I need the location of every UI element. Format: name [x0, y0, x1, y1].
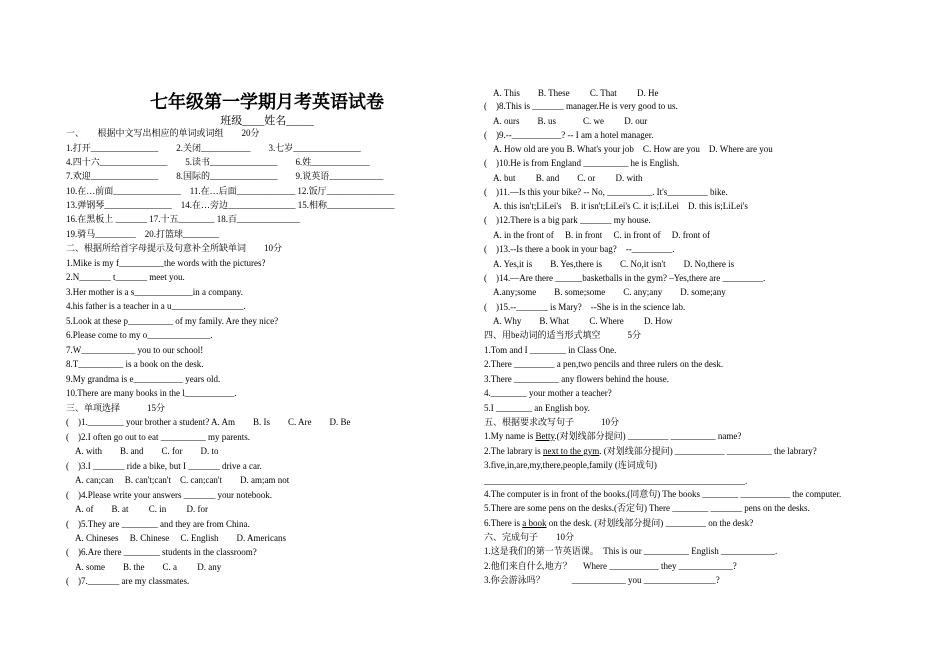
right-line-35: 3.你会游泳吗？ ____________ you ________________?	[484, 575, 720, 585]
right-line-12: ( )13.--Is there a book in your bag? --_________.	[484, 244, 675, 254]
left-line-4: 7.欢迎_______________ 8.国际的_______________ 9.说英语____________	[66, 171, 384, 181]
right-line-28: __________________________________________________________.	[484, 476, 748, 486]
right-line-8: ( )11.—Is this your bike? -- No, __________. It's_________ bike.	[484, 187, 728, 197]
left-line-10: 1.Mike is my f__________the words with the pictures?	[66, 258, 266, 268]
right-line-2: ( )8.This is _______ manager.He is very good to us.	[484, 101, 678, 111]
left-line-30: ( )6.Are there ________ students in the classroom?	[66, 547, 257, 557]
left-line-6: 13.弹钢琴_______________ 14.在…旁边_______________ 15.相称_______________	[66, 200, 395, 210]
right-line-26: 2.The labrary is next to the gym. (对划线部分提问) ___________ __________ the labrary?	[484, 446, 817, 456]
right-line-13: A. Yes,it is B. Yes,there is C. No,it isn't D. No,there is	[484, 259, 735, 269]
right-line-9: A. this isn't;LiLei's B. it isn't;LiLei's C. it is;LiLei D. this is;LiLei's	[484, 201, 748, 211]
right-line-31: 6.There is a book on the desk. (对划线部分提问) _________ on the desk?	[484, 518, 754, 528]
left-line-17: 8.T__________ is a book on the desk.	[66, 359, 204, 369]
right-line-5: A. How old are you B. What's your job C. How are you D. Where are you	[484, 144, 773, 154]
right-line-10: ( )12.There is a big park _______ my house.	[484, 215, 651, 225]
left-line-20: 三、单项选择 15分	[66, 403, 166, 413]
left-line-14: 5.Look at these p__________ of my family. Are they nice?	[66, 316, 279, 326]
right-line-19: 1.Tom and I ________ in Class One.	[484, 345, 617, 355]
right-line-24: 五、根据要求改写句子 10分	[484, 417, 620, 427]
right-line-1: A. This B. These C. That D. He	[484, 88, 659, 98]
left-line-24: ( )3.I _______ ride a bike, but I _______ drive a car.	[66, 461, 262, 471]
right-line-14: ( )14.—Are there ______basketballs in the gym? –Yes,there are _________.	[484, 273, 766, 283]
exam-title: 七年级第一学期月考英语试卷	[150, 92, 384, 113]
left-line-7: 16.在黑板上 _______ 17.十五________ 18.百______________	[66, 214, 301, 224]
right-line-4: ( )9.--___________? -- I am a hotel manager.	[484, 130, 654, 140]
left-line-13: 4.his father is a teacher in a u________________.	[66, 301, 246, 311]
right-line-16: ( )15.--_______ is Mary? --She is in the science lab.	[484, 302, 686, 312]
right-line-22: 4.________ your mother a teacher?	[484, 388, 612, 398]
left-line-32: ( )7._______ are my classmates.	[66, 576, 190, 586]
right-line-11: A. in the front of B. in front C. in front of D. front of	[484, 230, 710, 240]
right-line-6: ( )10.He is from England __________ he is English.	[484, 158, 680, 168]
right-line-25: 1.My name is Betty.(对划线部分提问) _________ __________ name?	[484, 431, 742, 441]
class-name-line: 班级____姓名_____	[220, 115, 314, 127]
right-line-34: 2.他们来自什么地方？ Where ___________ they ____________?	[484, 561, 737, 571]
right-line-20: 2.There _________ a pen,two pencils and three rulers on the desk.	[484, 359, 724, 369]
right-line-23: 5.I ________ an English boy.	[484, 403, 590, 413]
left-line-3: 4.四十六_______________ 5.读书_______________ 6.姓_____________	[66, 157, 370, 167]
right-line-17: A. Why B. What C. Where D. How	[484, 316, 673, 326]
right-line-33: 1.这是我们的第一节英语课。 This is our __________ English ____________.	[484, 546, 778, 556]
right-line-29: 4.The computer is in front of the books.(同意句) The books ________ ___________ the computer.	[484, 489, 842, 499]
right-line-21: 3.There __________ any flowers behind the house.	[484, 374, 669, 384]
right-line-18: 四、用be动词的适当形式填空 5分	[484, 330, 641, 340]
right-line-3: A. ours B. us C. we D. our	[484, 116, 648, 126]
left-line-1: 一、 根据中文写出相应的单词或词组 20分	[66, 128, 260, 138]
left-line-29: A. Chineses B. Chinese C. English D. Americans	[66, 533, 286, 543]
left-line-26: ( )4.Please write your answers _______ your notebook.	[66, 490, 272, 500]
left-line-5: 10.在…前面_______________ 11.在…后面_____________ 12.饭厅_______________	[66, 186, 395, 196]
left-line-21: ( )1.________ your brother a student? A. Am B. Is C. Are D. Be	[66, 417, 351, 427]
left-line-28: ( )5.They are ________ and they are from China.	[66, 519, 250, 529]
left-line-27: A. of B. at C. in D. for	[66, 504, 208, 514]
left-line-22: ( )2.I often go out to eat __________ my parents.	[66, 432, 250, 442]
left-line-15: 6.Please come to my o______________.	[66, 330, 213, 340]
left-line-8: 19.骑马_________ 20.打篮球________	[66, 229, 220, 239]
right-line-15: A.any;some B. some;some C. any;any D. some;any	[484, 287, 726, 297]
left-line-2: 1.打开_______________ 2.关闭___________ 3.七岁_______________	[66, 143, 361, 153]
left-line-23: A. with B. and C. for D. to	[66, 446, 219, 456]
right-line-7: A. but B. and C. or D. with	[484, 173, 643, 183]
left-line-11: 2.N_______ t_______ meet you.	[66, 272, 185, 282]
left-line-9: 二、根据所给首字母提示及句意补全所缺单词 10分	[66, 243, 283, 253]
right-line-30: 5.There are some pens on the desks.(否定句) There ________ _______ pens on the desks.	[484, 503, 810, 513]
left-line-12: 3.Her mother is a s_____________in a company.	[66, 287, 243, 297]
left-line-16: 7.W____________ you to our school!	[66, 345, 204, 355]
left-line-18: 9.My grandma is e___________ years old.	[66, 374, 221, 384]
left-line-19: 10.There are many books in the l___________.	[66, 388, 237, 398]
left-line-31: A. some B. the C. a D. any	[66, 562, 222, 572]
right-line-27: 3.five,in,are,my,there,people,family (连词成句)	[484, 460, 657, 470]
right-line-32: 六、完成句子 10分	[484, 532, 575, 542]
left-line-25: A. can;can B. can't;can't C. can;can't D. am;am not	[66, 475, 290, 485]
